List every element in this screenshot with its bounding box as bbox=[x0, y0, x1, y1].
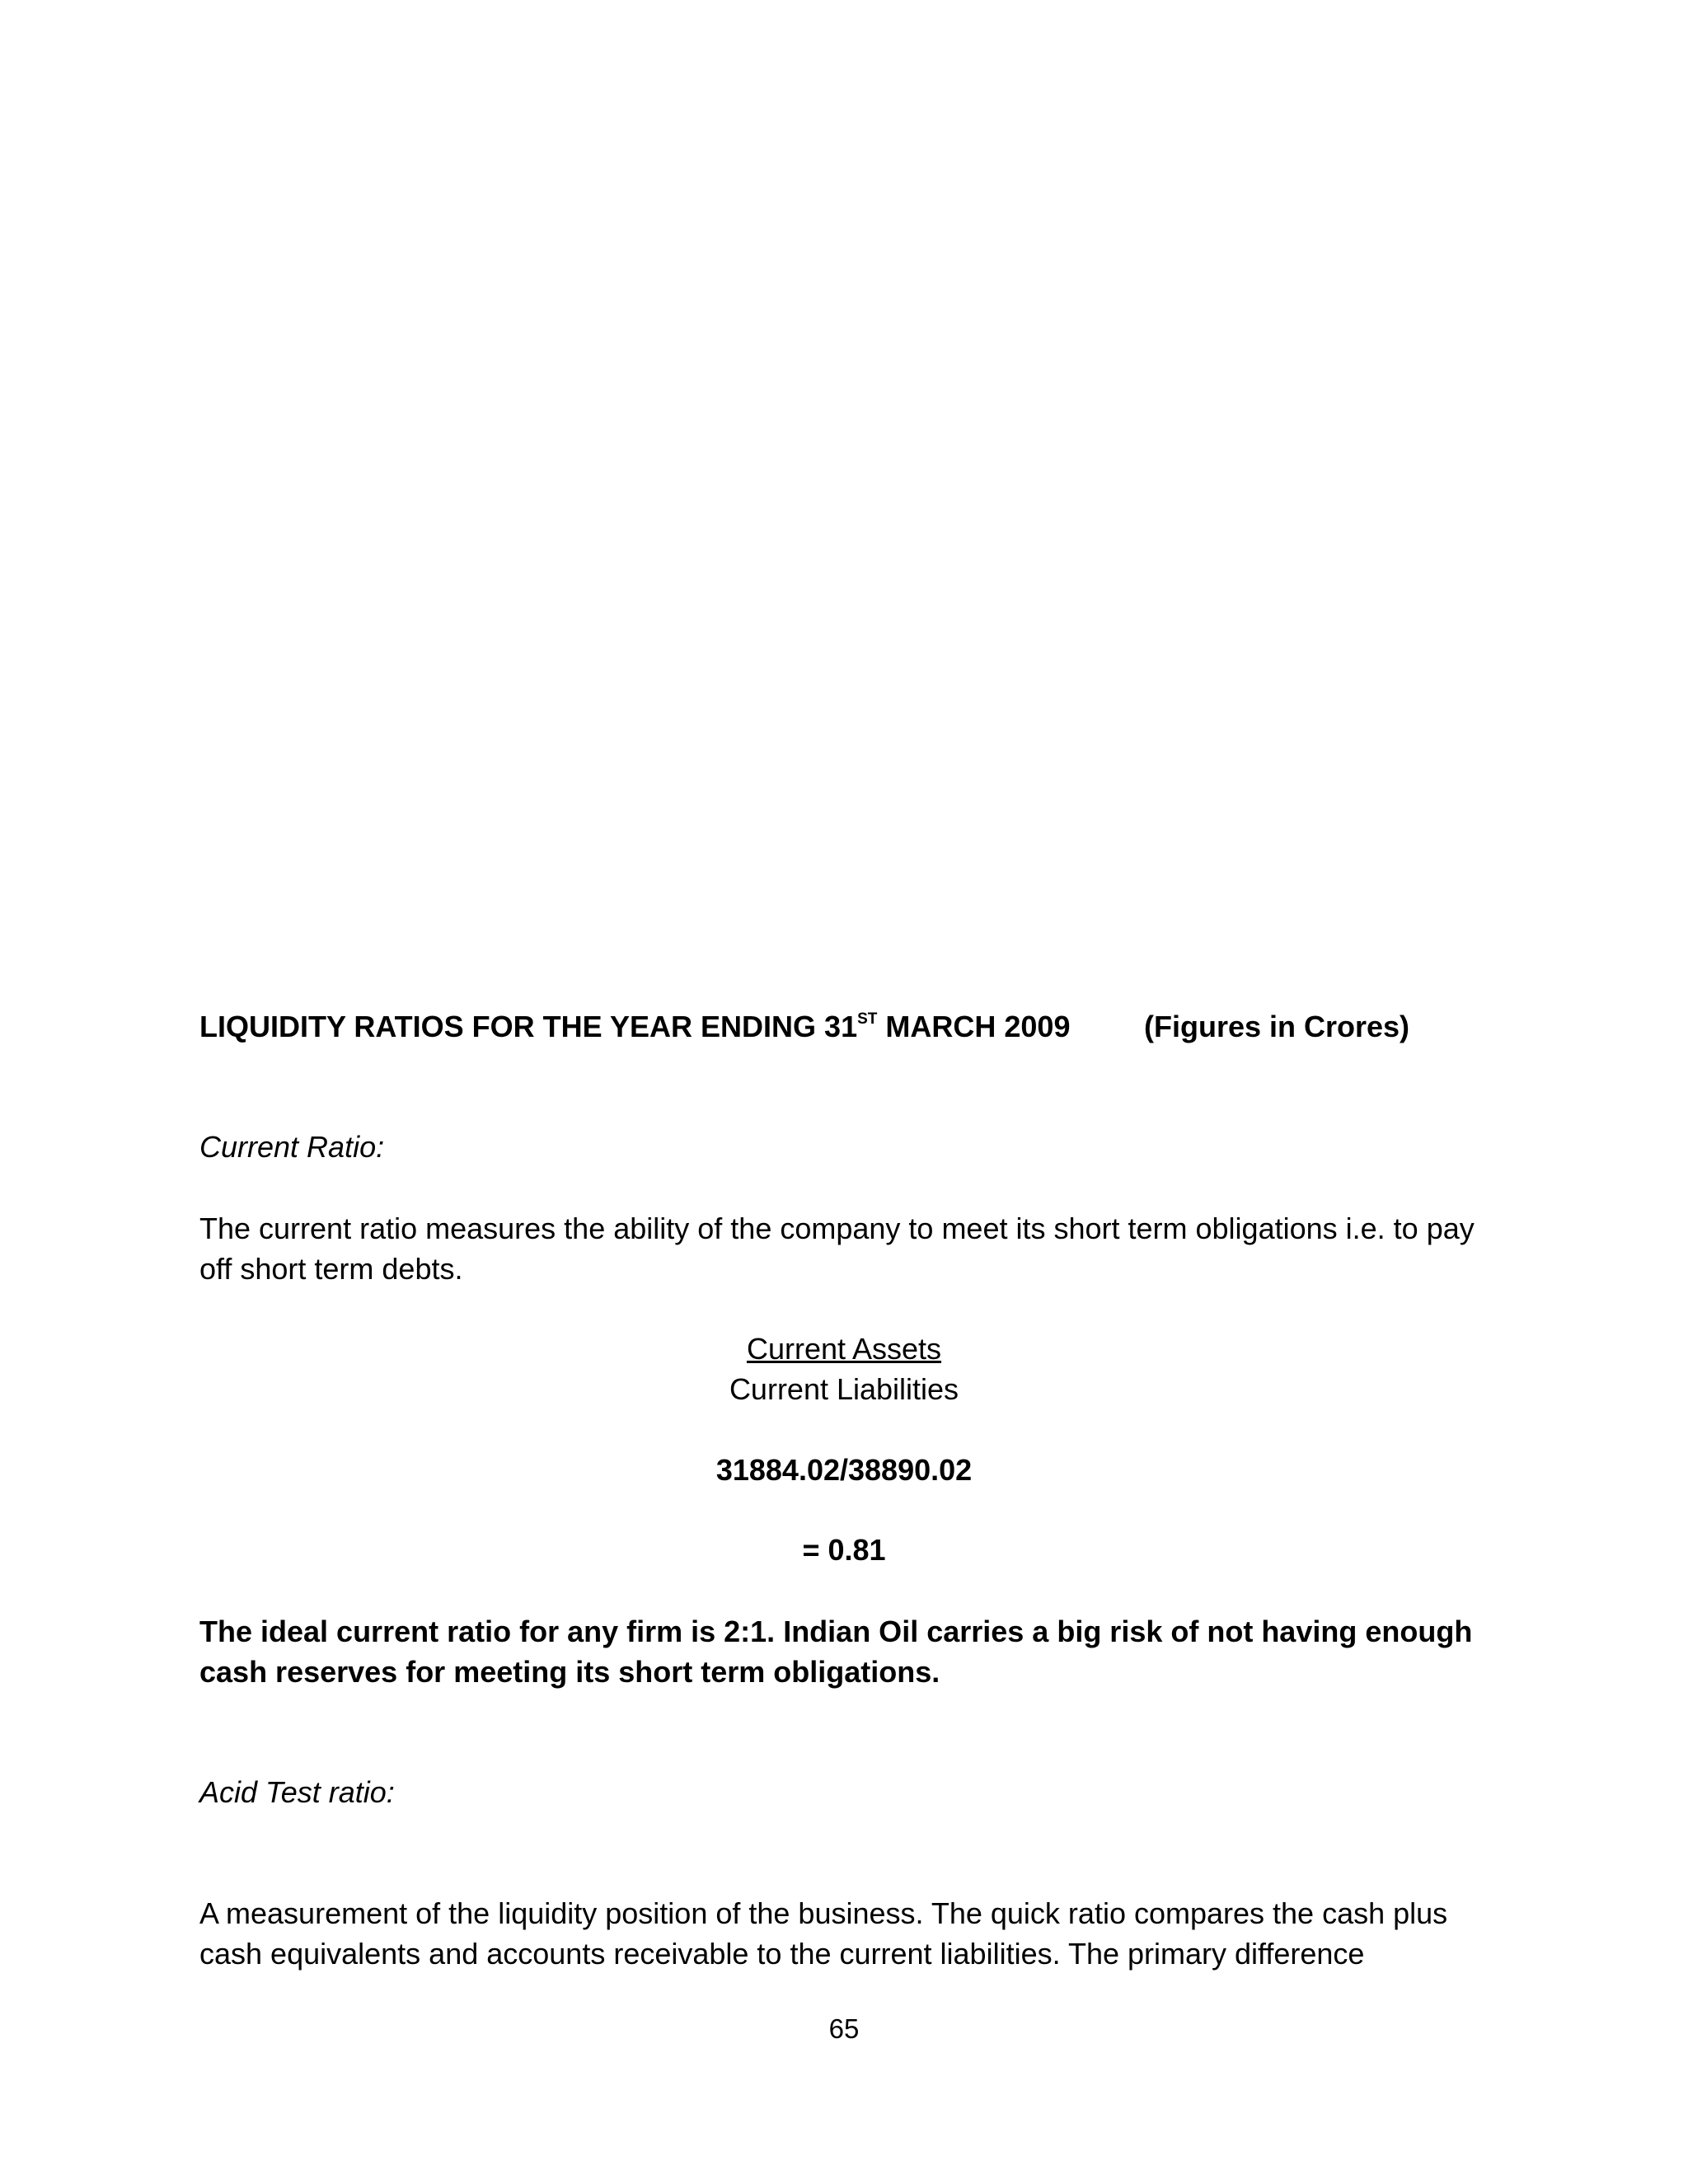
formula-denominator: Current Liabilities bbox=[729, 1372, 959, 1406]
figures-note: (Figures in Crores) bbox=[1144, 1010, 1410, 1043]
formula-numerator-text: Current Assets bbox=[746, 1332, 942, 1366]
acid-test-description: A measurement of the liquidity position of the business. The quick ratio compares the cash plus cash equivalents and accounts receivable to the current liabilities. The primary difference bbox=[199, 1896, 1448, 1971]
heading-superscript: ST bbox=[857, 1010, 878, 1028]
ratio-calculation: 31884.02/38890.02 bbox=[715, 1453, 973, 1487]
formula-numerator bbox=[0, 1329, 1688, 1369]
ratio-result: = 0.81 bbox=[802, 1533, 886, 1567]
page-number: 65 bbox=[828, 2013, 860, 2044]
current-ratio-description: The current ratio measures the ability of the company to meet its short term obligations i.e. to pay off short term debts. bbox=[199, 1212, 1475, 1286]
heading-text: LIQUIDITY RATIOS FOR THE YEAR ENDING 31 bbox=[199, 1010, 858, 1043]
current-ratio-conclusion: The ideal current ratio for any firm is 2:1. Indian Oil carries a big risk of not having enough cash reserves for meeting its short term obligations. bbox=[199, 1615, 1473, 1689]
heading-text-after: MARCH 2009 bbox=[877, 1010, 1071, 1043]
acid-test-title: Acid Test ratio: bbox=[199, 1775, 395, 1809]
section-heading bbox=[199, 1007, 1070, 1047]
current-ratio-title: Current Ratio: bbox=[199, 1130, 385, 1164]
